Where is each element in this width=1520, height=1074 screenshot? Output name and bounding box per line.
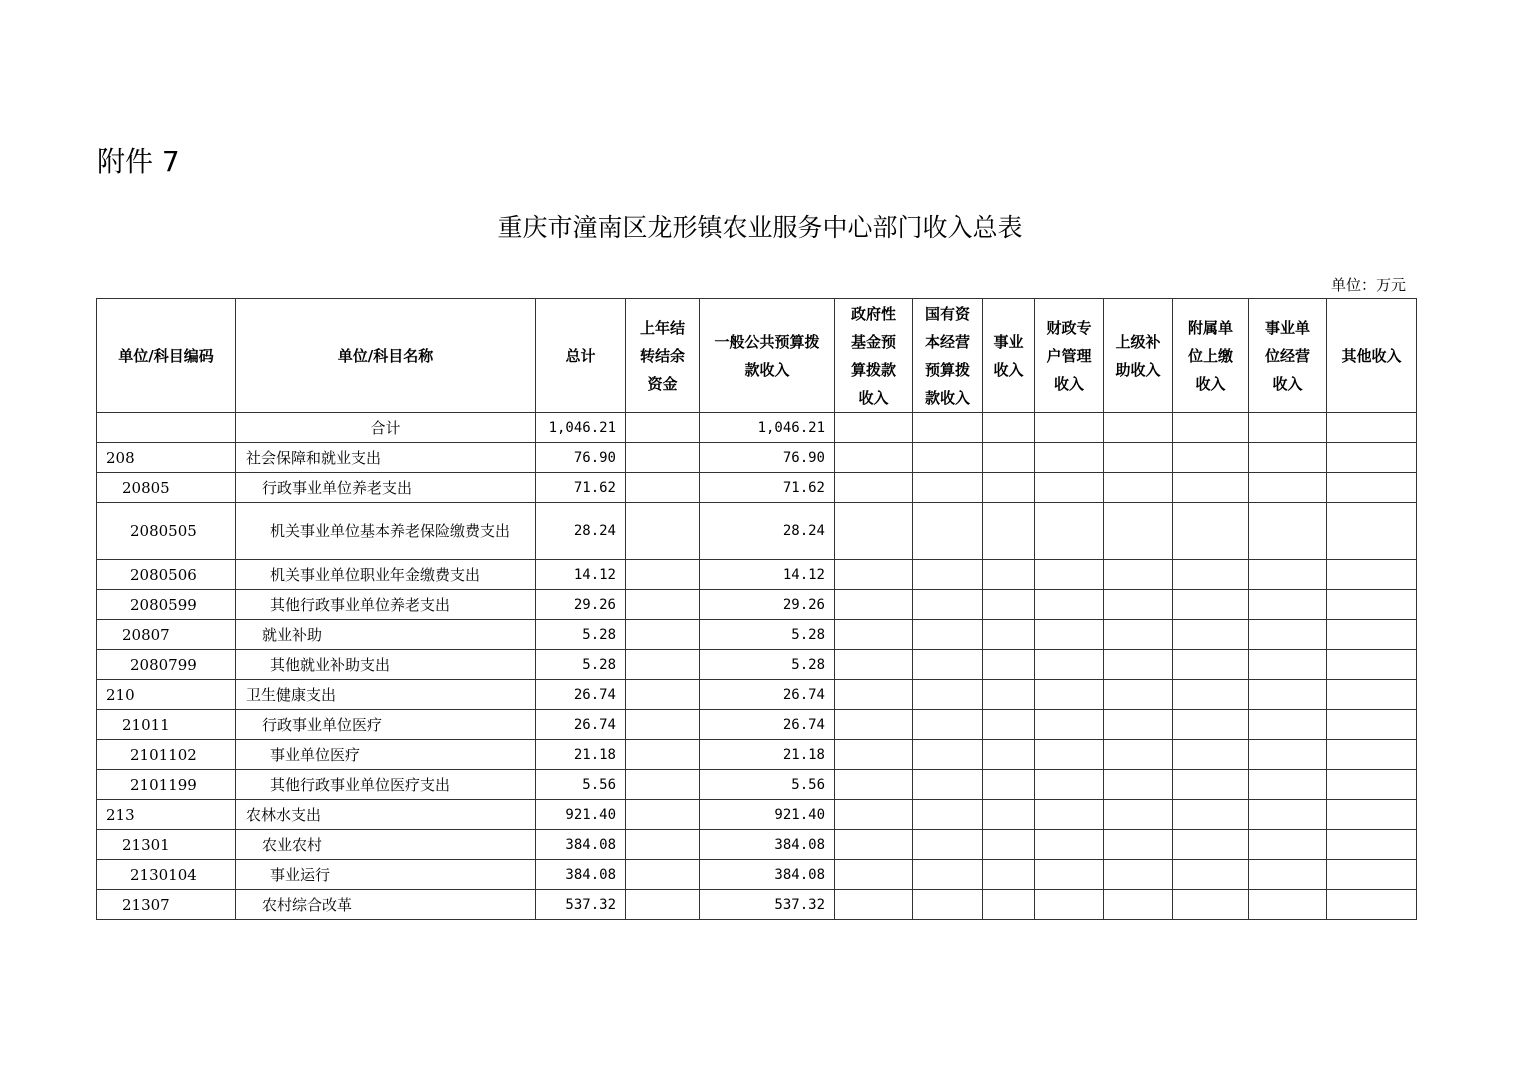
empty-cell (913, 590, 983, 620)
empty-cell (913, 680, 983, 710)
row-name: 行政事业单位养老支出 (236, 473, 536, 503)
header-line: 算拨款 (850, 360, 896, 379)
header-name: 单位/科目名称 (236, 299, 536, 413)
empty-cell (1035, 710, 1104, 740)
empty-cell (913, 620, 983, 650)
empty-cell (913, 443, 983, 473)
empty-cell (913, 770, 983, 800)
table-row (97, 680, 1417, 710)
attachment-label: 附件 7 (97, 145, 180, 178)
empty-cell (626, 560, 700, 590)
row-name: 社会保障和就业支出 (236, 443, 536, 473)
empty-cell (1249, 473, 1327, 503)
empty-cell (1104, 830, 1173, 860)
empty-cell (1249, 443, 1327, 473)
row-code: 2101102 (97, 740, 236, 770)
table-header-row (97, 299, 1417, 413)
empty-cell (1104, 590, 1173, 620)
empty-cell (1249, 740, 1327, 770)
row-code: 20807 (97, 620, 236, 650)
row-name: 事业单位医疗 (236, 740, 536, 770)
empty-cell (913, 860, 983, 890)
row-general: 21.18 (700, 740, 835, 770)
row-code: 2080599 (97, 590, 236, 620)
empty-cell (1104, 710, 1173, 740)
empty-cell (983, 800, 1035, 830)
row-general: 537.32 (700, 890, 835, 920)
empty-cell (913, 830, 983, 860)
empty-cell (1327, 860, 1417, 890)
empty-cell (626, 770, 700, 800)
empty-cell (1327, 830, 1417, 860)
total-total: 1,046.21 (536, 413, 626, 443)
empty-cell (835, 443, 913, 473)
empty-cell (1104, 650, 1173, 680)
empty-cell (913, 473, 983, 503)
row-general: 384.08 (700, 830, 835, 860)
row-total: 14.12 (536, 560, 626, 590)
table-row (97, 443, 1417, 473)
header-code: 单位/科目编码 (97, 299, 236, 413)
row-total: 28.24 (536, 503, 626, 560)
empty-cell (913, 800, 983, 830)
row-code: 20805 (97, 473, 236, 503)
empty-cell (1327, 620, 1417, 650)
empty-cell (1327, 890, 1417, 920)
row-total: 26.74 (536, 710, 626, 740)
empty-cell (626, 860, 700, 890)
empty-cell (626, 473, 700, 503)
empty-cell (1249, 800, 1327, 830)
empty-cell (1249, 590, 1327, 620)
row-general: 29.26 (700, 590, 835, 620)
row-total: 29.26 (536, 590, 626, 620)
empty-cell (1173, 710, 1249, 740)
header-line: 一般公共预算拨 (714, 332, 820, 351)
empty-cell (626, 650, 700, 680)
table-row (97, 590, 1417, 620)
empty-cell (1035, 800, 1104, 830)
empty-cell (835, 770, 913, 800)
total-code (97, 413, 236, 443)
empty-cell (1104, 560, 1173, 590)
table-row (97, 503, 1417, 560)
row-general: 384.08 (700, 860, 835, 890)
row-total: 21.18 (536, 740, 626, 770)
header-line: 收入 (858, 388, 889, 407)
empty-cell (983, 740, 1035, 770)
empty-cell (1173, 443, 1249, 473)
empty-cell (1249, 650, 1327, 680)
row-code: 21307 (97, 890, 236, 920)
table-row (97, 770, 1417, 800)
empty-cell (835, 710, 913, 740)
empty-cell (835, 830, 913, 860)
empty-cell (835, 860, 913, 890)
row-general: 26.74 (700, 680, 835, 710)
row-general: 5.28 (700, 650, 835, 680)
empty-cell (983, 620, 1035, 650)
empty-cell (1327, 443, 1417, 473)
row-general: 5.56 (700, 770, 835, 800)
table-row (97, 473, 1417, 503)
row-general: 76.90 (700, 443, 835, 473)
header-line: 收入 (1272, 374, 1303, 393)
empty-cell (626, 590, 700, 620)
income-table (96, 298, 1417, 920)
empty-cell (626, 710, 700, 740)
empty-cell (983, 590, 1035, 620)
empty-cell (1104, 443, 1173, 473)
header-business (983, 299, 1035, 413)
empty-cell (1035, 860, 1104, 890)
header-line: 收入 (1053, 374, 1084, 393)
empty-cell (1035, 680, 1104, 710)
header-line: 资金 (647, 374, 678, 393)
empty-cell (983, 473, 1035, 503)
empty-cell (1327, 413, 1417, 443)
header-line: 转结余 (639, 346, 685, 365)
empty-cell (1104, 473, 1173, 503)
header-line: 位上缴 (1187, 346, 1233, 365)
empty-cell (835, 413, 913, 443)
empty-cell (1327, 710, 1417, 740)
table-row (97, 890, 1417, 920)
empty-cell (835, 473, 913, 503)
empty-cell (1327, 770, 1417, 800)
empty-cell (983, 890, 1035, 920)
row-code: 21301 (97, 830, 236, 860)
header-affiliated (1173, 299, 1249, 413)
empty-cell (1173, 560, 1249, 590)
header-line: 位经营 (1264, 346, 1310, 365)
empty-cell (626, 740, 700, 770)
empty-cell (1173, 890, 1249, 920)
header-line: 收入 (993, 360, 1024, 379)
row-code: 2080506 (97, 560, 236, 590)
empty-cell (913, 890, 983, 920)
empty-cell (983, 830, 1035, 860)
total-name: 合计 (236, 413, 536, 443)
row-name: 机关事业单位职业年金缴费支出 (236, 560, 536, 590)
header-line: 上级补 (1115, 332, 1161, 351)
header-operating (1249, 299, 1327, 413)
empty-cell (913, 740, 983, 770)
empty-cell (835, 890, 913, 920)
row-total: 76.90 (536, 443, 626, 473)
empty-cell (983, 680, 1035, 710)
empty-cell (1104, 770, 1173, 800)
empty-cell (1173, 800, 1249, 830)
row-name: 事业运行 (236, 860, 536, 890)
header-line: 国有资 (924, 304, 970, 323)
empty-cell (983, 560, 1035, 590)
header-line: 上年结 (639, 318, 685, 337)
empty-cell (1035, 590, 1104, 620)
header-total: 总计 (536, 299, 626, 413)
empty-cell (913, 413, 983, 443)
row-code: 2101199 (97, 770, 236, 800)
header-line: 财政专 (1046, 318, 1092, 337)
empty-cell (626, 413, 700, 443)
empty-cell (983, 650, 1035, 680)
empty-cell (1327, 680, 1417, 710)
unit-label: 单位：万元 (1330, 276, 1406, 294)
row-code: 2130104 (97, 860, 236, 890)
empty-cell (835, 650, 913, 680)
empty-cell (1035, 560, 1104, 590)
row-total: 5.28 (536, 650, 626, 680)
empty-cell (1249, 830, 1327, 860)
empty-cell (1327, 473, 1417, 503)
empty-cell (835, 740, 913, 770)
row-name: 行政事业单位医疗 (236, 710, 536, 740)
header-superior-subsidy (1104, 299, 1173, 413)
empty-cell (835, 680, 913, 710)
empty-cell (1173, 620, 1249, 650)
empty-cell (1249, 413, 1327, 443)
empty-cell (1035, 503, 1104, 560)
header-gov-fund (835, 299, 913, 413)
row-code: 208 (97, 443, 236, 473)
empty-cell (1327, 740, 1417, 770)
row-code: 2080799 (97, 650, 236, 680)
empty-cell (1104, 740, 1173, 770)
empty-cell (1104, 860, 1173, 890)
table-row (97, 860, 1417, 890)
table-row (97, 800, 1417, 830)
empty-cell (1035, 443, 1104, 473)
document-title: 重庆市潼南区龙形镇农业服务中心部门收入总表 (497, 213, 1023, 242)
header-carryover (626, 299, 700, 413)
empty-cell (1173, 473, 1249, 503)
empty-cell (1173, 740, 1249, 770)
empty-cell (1249, 560, 1327, 590)
header-line: 户管理 (1046, 346, 1092, 365)
row-total: 537.32 (536, 890, 626, 920)
empty-cell (626, 680, 700, 710)
row-name: 农村综合改革 (236, 890, 536, 920)
header-line: 基金预 (850, 332, 896, 351)
header-line: 事业 (993, 332, 1024, 351)
row-general: 14.12 (700, 560, 835, 590)
empty-cell (1173, 413, 1249, 443)
total-general: 1,046.21 (700, 413, 835, 443)
row-name: 农业农村 (236, 830, 536, 860)
empty-cell (983, 710, 1035, 740)
empty-cell (1173, 503, 1249, 560)
header-line: 款收入 (924, 388, 970, 407)
header-line: 附属单 (1187, 318, 1233, 337)
row-general: 28.24 (700, 503, 835, 560)
header-other: 其他收入 (1327, 299, 1417, 413)
row-total: 5.56 (536, 770, 626, 800)
table-row (97, 650, 1417, 680)
row-code: 210 (97, 680, 236, 710)
header-line: 事业单 (1264, 318, 1310, 337)
empty-cell (1104, 890, 1173, 920)
empty-cell (1173, 770, 1249, 800)
empty-cell (1173, 860, 1249, 890)
empty-cell (1035, 890, 1104, 920)
row-general: 921.40 (700, 800, 835, 830)
empty-cell (1035, 620, 1104, 650)
row-name: 就业补助 (236, 620, 536, 650)
empty-cell (835, 620, 913, 650)
empty-cell (1104, 503, 1173, 560)
row-code: 21011 (97, 710, 236, 740)
empty-cell (1104, 620, 1173, 650)
row-total: 921.40 (536, 800, 626, 830)
empty-cell (913, 560, 983, 590)
row-total: 384.08 (536, 860, 626, 890)
header-general-budget (700, 299, 835, 413)
row-general: 5.28 (700, 620, 835, 650)
empty-cell (1249, 710, 1327, 740)
empty-cell (913, 650, 983, 680)
row-name: 其他行政事业单位养老支出 (236, 590, 536, 620)
table-row (97, 620, 1417, 650)
row-total: 5.28 (536, 620, 626, 650)
row-name: 其他行政事业单位医疗支出 (236, 770, 536, 800)
row-total: 26.74 (536, 680, 626, 710)
empty-cell (1035, 770, 1104, 800)
empty-cell (1249, 890, 1327, 920)
empty-cell (1249, 770, 1327, 800)
empty-cell (1327, 800, 1417, 830)
row-name: 农林水支出 (236, 800, 536, 830)
empty-cell (1327, 590, 1417, 620)
empty-cell (1249, 503, 1327, 560)
row-name: 机关事业单位基本养老保险缴费支出 (236, 503, 536, 560)
table-row (97, 740, 1417, 770)
empty-cell (1327, 560, 1417, 590)
empty-cell (626, 503, 700, 560)
empty-cell (913, 710, 983, 740)
empty-cell (983, 503, 1035, 560)
empty-cell (983, 443, 1035, 473)
row-name: 卫生健康支出 (236, 680, 536, 710)
empty-cell (1035, 650, 1104, 680)
table-row (97, 710, 1417, 740)
empty-cell (1173, 590, 1249, 620)
empty-cell (1104, 800, 1173, 830)
empty-cell (983, 860, 1035, 890)
empty-cell (1104, 680, 1173, 710)
header-line: 本经营 (924, 332, 970, 351)
row-code: 2080505 (97, 503, 236, 560)
row-name: 其他就业补助支出 (236, 650, 536, 680)
empty-cell (1249, 620, 1327, 650)
empty-cell (1173, 680, 1249, 710)
row-total: 384.08 (536, 830, 626, 860)
header-line: 收入 (1195, 374, 1226, 393)
header-fiscal-special (1035, 299, 1104, 413)
empty-cell (626, 890, 700, 920)
empty-cell (835, 800, 913, 830)
empty-cell (626, 830, 700, 860)
empty-cell (1035, 740, 1104, 770)
empty-cell (835, 590, 913, 620)
header-line: 预算拨 (924, 360, 970, 379)
empty-cell (835, 560, 913, 590)
table-row (97, 560, 1417, 590)
empty-cell (1173, 650, 1249, 680)
header-line: 助收入 (1115, 360, 1161, 379)
empty-cell (983, 770, 1035, 800)
empty-cell (1104, 413, 1173, 443)
empty-cell (626, 443, 700, 473)
empty-cell (1249, 860, 1327, 890)
empty-cell (983, 413, 1035, 443)
empty-cell (1035, 473, 1104, 503)
table-row (97, 830, 1417, 860)
empty-cell (1035, 830, 1104, 860)
row-general: 71.62 (700, 473, 835, 503)
row-code: 213 (97, 800, 236, 830)
row-general: 26.74 (700, 710, 835, 740)
header-line: 款收入 (744, 360, 790, 379)
empty-cell (913, 503, 983, 560)
empty-cell (1327, 650, 1417, 680)
header-line: 政府性 (850, 304, 896, 323)
empty-cell (835, 503, 913, 560)
empty-cell (1249, 680, 1327, 710)
empty-cell (626, 620, 700, 650)
empty-cell (1327, 503, 1417, 560)
empty-cell (1035, 413, 1104, 443)
total-row (97, 413, 1417, 443)
row-total: 71.62 (536, 473, 626, 503)
empty-cell (1173, 830, 1249, 860)
empty-cell (626, 800, 700, 830)
header-state-capital (913, 299, 983, 413)
